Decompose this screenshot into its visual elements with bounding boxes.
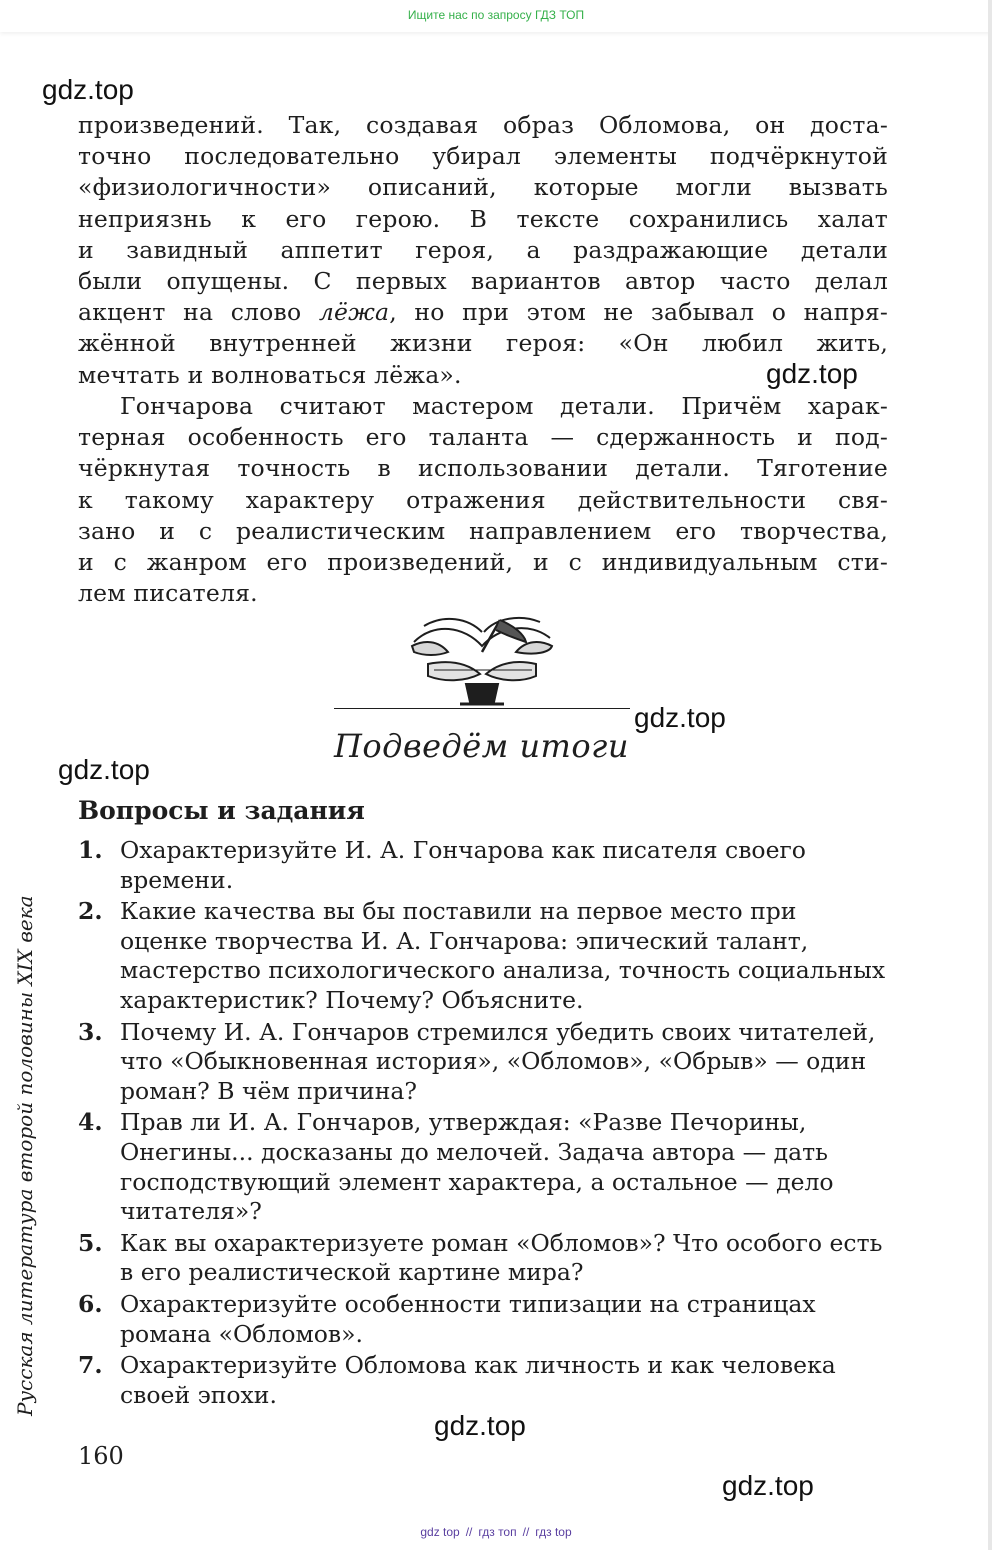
text-line [78, 297, 888, 328]
text-line: лем писателя. [78, 579, 258, 608]
question-text: Охарактеризуйте особенности типизации на страницах романа «Обломов». [120, 1289, 816, 1348]
section-title: Подведём итоги [334, 727, 629, 765]
side-caption: Русская литература второй половины XIX века [13, 895, 37, 1416]
text-segment: , но при этом не забывал о напря- [389, 298, 889, 327]
questions-list [78, 836, 888, 1412]
question-text: Охарактеризуйте Обломова как личность и как человека своей эпохи. [120, 1351, 836, 1409]
question-item [78, 1229, 888, 1288]
paragraph-1 [78, 110, 888, 391]
question-text: Прав ли И. А. Гончаров, утверждая: «Разве Печорины, Онегины... досказаны до мелочей. Задача автора — дать господствующий элемент характера, а остальное — дело читателя»? [120, 1108, 834, 1226]
watermark: gdz.top [42, 74, 134, 105]
questions-heading: Вопросы и задания [78, 796, 365, 825]
text-line: жённой внутренней жизни героя: «Он любил жить, [78, 329, 888, 358]
question-text: Какие качества вы бы поставили на первое место при оценке творчества И. А. Гончарова: эпический талант, мастерство психологического анализа, точность социальных характеристик? Почему? Объясните. [120, 897, 886, 1014]
footer-link[interactable]: gdz top [420, 1525, 460, 1539]
question-text: Как вы охарактеризуете роман «Обломов»? Что особого есть в его реалистической картине мира? [120, 1228, 883, 1287]
watermark: gdz.top [634, 702, 726, 733]
question-text: Охарактеризуйте И. А. Гончарова как писателя своего времени. [120, 836, 806, 894]
page-number: 160 [78, 1442, 124, 1470]
question-number: 3. [78, 1017, 103, 1046]
question-item [78, 897, 888, 1015]
page-edge [988, 0, 992, 1550]
paragraph-2 [78, 391, 888, 609]
question-item [78, 1108, 888, 1226]
question-item [78, 1018, 888, 1107]
question-number: 5. [78, 1228, 103, 1257]
question-item [78, 1290, 888, 1349]
watermark: gdz.top [434, 1410, 526, 1441]
text-line: и с жанром его произведений, и с индивидуальным сти- [78, 548, 888, 577]
footer-link[interactable]: гдз топ [478, 1525, 517, 1539]
italic-word: лёжа [318, 298, 390, 327]
text-line: Гончарова считают мастером детали. Причём харак- [120, 392, 888, 420]
section-divider [334, 708, 630, 709]
footer-separator: // [465, 1525, 473, 1539]
text-line: «физиологичности» описаний, которые могли вызвать [78, 173, 888, 202]
watermark: gdz.top [58, 754, 150, 785]
text-line: к такому характеру отражения действительности свя- [78, 485, 888, 514]
top-banner[interactable]: Ищите нас по запросу ГДЗ ТОП [0, 0, 992, 32]
text-line: чёркнутая точность в использовании детали. Тяготение [78, 454, 888, 483]
footer-separator: // [522, 1525, 530, 1539]
text-line: были опущены. С первых вариантов автор часто делал [78, 267, 888, 296]
scroll-and-quill-icon [404, 612, 560, 710]
question-item [78, 1351, 888, 1410]
question-text: Почему И. А. Гончаров стремился убедить своих читателей, что «Обыкновенная история», «Обломов», «Обрыв» — один роман? В чём причина? [120, 1017, 876, 1105]
watermark: gdz.top [766, 358, 858, 389]
text-line: произведений. Так, создавая образ Обломова, он доста- [78, 111, 888, 139]
text-line: терная особенность его таланта — сдержанность и под- [78, 423, 888, 452]
text-line: мечтать и волноваться лёжа». [78, 360, 462, 389]
watermark: gdz.top [722, 1470, 814, 1501]
question-number: 2. [78, 897, 103, 926]
question-number: 4. [78, 1108, 103, 1137]
question-number: 1. [78, 836, 103, 864]
text-line: и завидный аппетит героя, а раздражающие детали [78, 235, 888, 264]
question-item [78, 836, 888, 895]
text-line: зано и с реалистическим направлением его творчества, [78, 516, 888, 545]
text-segment: акцент на слово [78, 298, 319, 327]
footer-links [0, 1521, 992, 1543]
question-number: 7. [78, 1351, 103, 1380]
footer-link[interactable]: гдз top [535, 1525, 572, 1539]
text-line: неприязнь к его герою. В тексте сохранились халат [78, 204, 888, 233]
text-line: точно последовательно убирал элементы подчёркнутой [78, 142, 888, 171]
question-number: 6. [78, 1289, 103, 1318]
